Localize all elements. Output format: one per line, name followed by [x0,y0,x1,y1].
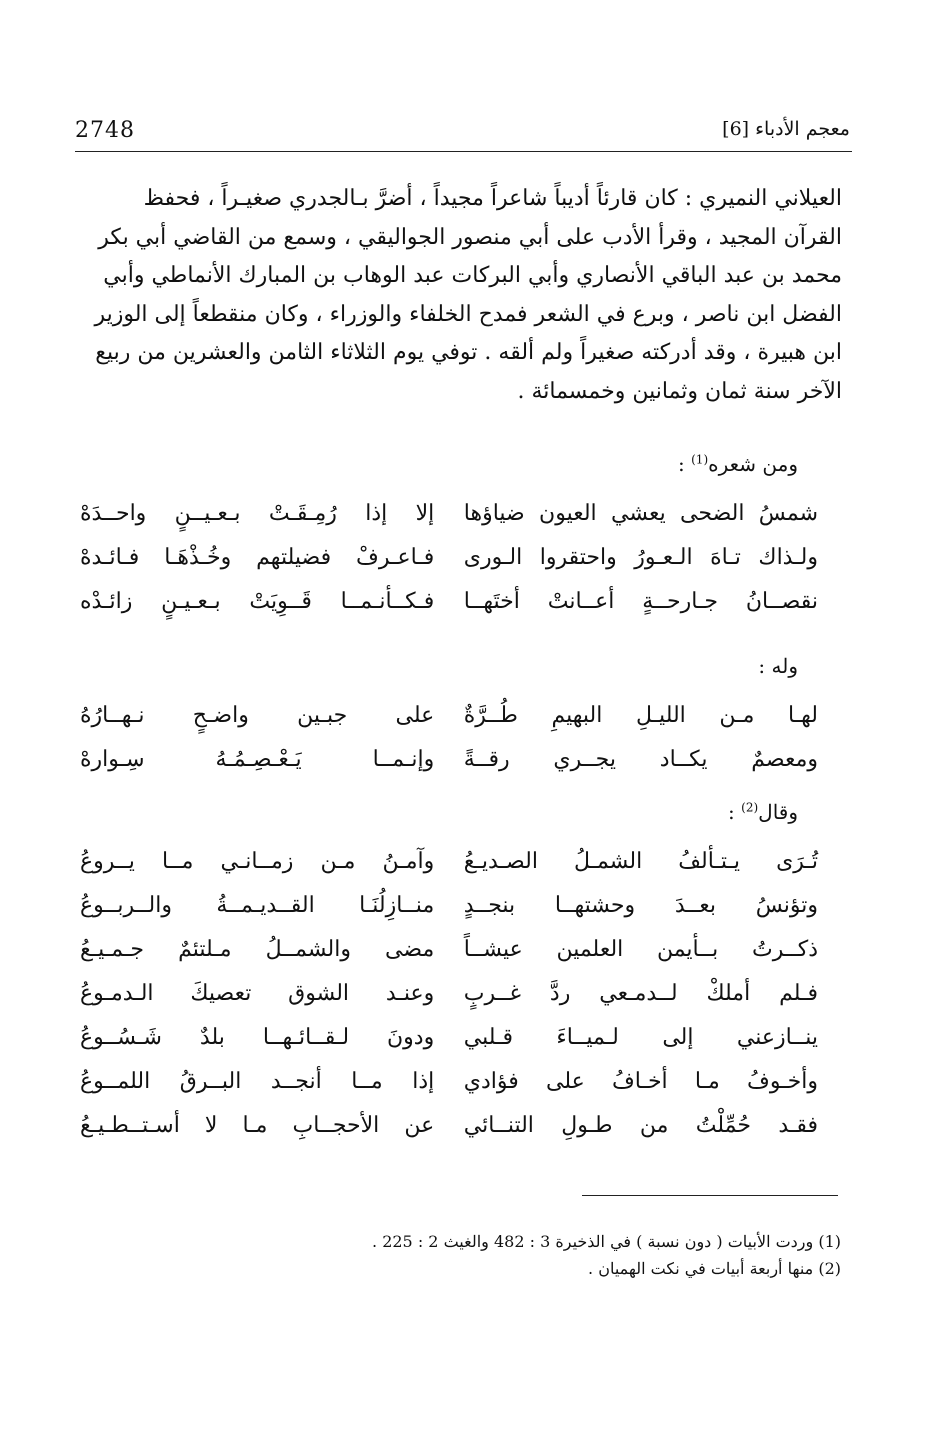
biography-paragraph [78,180,842,411]
footnote: (1) وردت الأبيات ( دون نسبة ) في الذخيرة 3 : 482 والغيث 2 : 225 . [372,1232,841,1251]
footnote: (2) منها أربعة أبيات في نكت الهميان . [588,1259,841,1278]
first-hemistich: ذكــرتُ بــأيمن العلمين عيشــاً [463,937,818,962]
second-hemistich: وإنـمــا يَـعْـصِـمُـهُ سِـوارهْ [80,747,435,772]
footnotes [372,1228,841,1282]
second-hemistich: مضى والشمــلُ مـلتئمٌ جـمـيـعُ [80,937,435,962]
verse-line [80,580,818,624]
verse-line [80,536,818,580]
footnote-separator [582,1195,838,1196]
second-hemistich: فـاعـرفْ فضيلتهم وخُـذْهَـا فـائـدهْ [80,545,435,570]
second-hemistich: وآمـنُ مـن زمــانـي مــا يــروعُ [80,849,435,874]
second-hemistich: على جبـين واضـحٍ نـهــارُهُ [80,703,435,728]
poem-intro-colon: : [728,800,742,824]
poem-intro-text: وله : [758,654,798,678]
verse-line [80,1104,818,1148]
poem-intro-colon: : [678,452,692,476]
verse-line [80,738,818,782]
poem-intro [758,654,798,678]
first-hemistich: لهـا مـن الليـلِ البهيمِ طُــرَّةٌ [463,703,818,728]
first-hemistich: ولـذاك تـاهَ الـعـورُ واحتقروا الـورى [463,545,818,570]
verse-line [80,492,818,536]
prose-line: الفضل ابن ناصر ، وبرع في الشعر فمدح الخلفاء والوزراء ، وكان منقطعاً إلى الوزير [94,301,842,327]
second-hemistich: عن الأحجــابِ مـا لا أسـتــطـيـعُ [80,1113,435,1138]
prose-line: محمد بن عبد الباقي الأنصاري وأبي البركات عبد الوهاب بن المبارك الأنماطي وأبي [103,263,842,288]
second-hemistich: إلا إذا رُمِـقَـتْ بـعـيــنٍ واحــدَهْ [80,501,435,526]
prose-line: القرآن المجيد ، وقرأ الأدب على أبي منصور الجواليقي ، وسمع من القاضي أبي بكر [98,224,842,250]
page-number: 2748 [75,118,135,143]
prose-line: العيلاني النميري : كان قارئاً أديباً شاعراً مجيداً ، أضرَّ بـالجدري صغيـراً ، فحفظ [143,186,842,211]
poem-verses [80,840,818,1148]
first-hemistich: وتؤنسُ بعــدَ وحشتهــا بنجــدٍ [463,893,818,918]
first-hemistich: ينــازعني إلى لـميــاءَ قـلبي [463,1025,818,1050]
second-hemistich: فـكــأنـمــا قَــوِيَتْ بـعـيـنٍ زائـدْه [80,589,435,614]
footnote-ref: (1) [691,452,709,467]
first-hemistich: ومعصمٌ يكــاد يجــري رقــةً [463,747,818,772]
verse-line [80,928,818,972]
verse-line [80,972,818,1016]
first-hemistich: تُـرَى يـتـألفُ الشمـلُ الصـديـعُ [463,849,818,874]
footnote-ref: (2) [741,800,759,815]
verse-line [80,1016,818,1060]
first-hemistich: وأخـوفُ مـا أخـافُ على فؤادي [463,1069,818,1094]
second-hemistich: إذا مــا أنجــد البــرقُ اللمــوعُ [80,1069,435,1094]
first-hemistich: فـلم أملكْ لــدمـعي ردَّ غــربٍ [463,981,818,1006]
poem-intro-text: ومن شعره [708,452,798,476]
first-hemistich: شمسُ الضحى يعشي العيون ضياؤها [463,501,818,526]
poem-intro [678,452,798,476]
verse-line [80,884,818,928]
header-rule [75,151,852,152]
prose-line: ابن هبيرة ، وقد أدركته صغيراً ولم ألقه . توفي يوم الثلاثاء الثامن والعشرين من ربيع [95,340,842,365]
second-hemistich: وعنـد الشوق تعصيكَ الـدمـوعُ [80,981,435,1006]
prose-line: الآخر سنة ثمان وثمانين وخمسمائة . [517,378,842,404]
running-head: معجم الأدباء [6] [722,118,850,140]
poem-intro [728,800,798,824]
first-hemistich: فقـد حُمِّلْتُ من طـولِ التنــائي [463,1113,818,1138]
verse-line [80,1060,818,1104]
poem-verses [80,694,818,782]
verse-line [80,694,818,738]
second-hemistich: ودونَ لـقــائـهــا بلدٌ شَـسُــوعُ [80,1025,435,1050]
verse-line [80,840,818,884]
second-hemistich: منــازِلُنَـا القــديـمــةُ والــربــوعُ [80,893,435,918]
first-hemistich: نقصــانُ جـارحــةٍ أعــانتْ أختَهــا [463,589,818,614]
poem-verses [80,492,818,624]
poem-intro-text: وقال [758,800,798,824]
